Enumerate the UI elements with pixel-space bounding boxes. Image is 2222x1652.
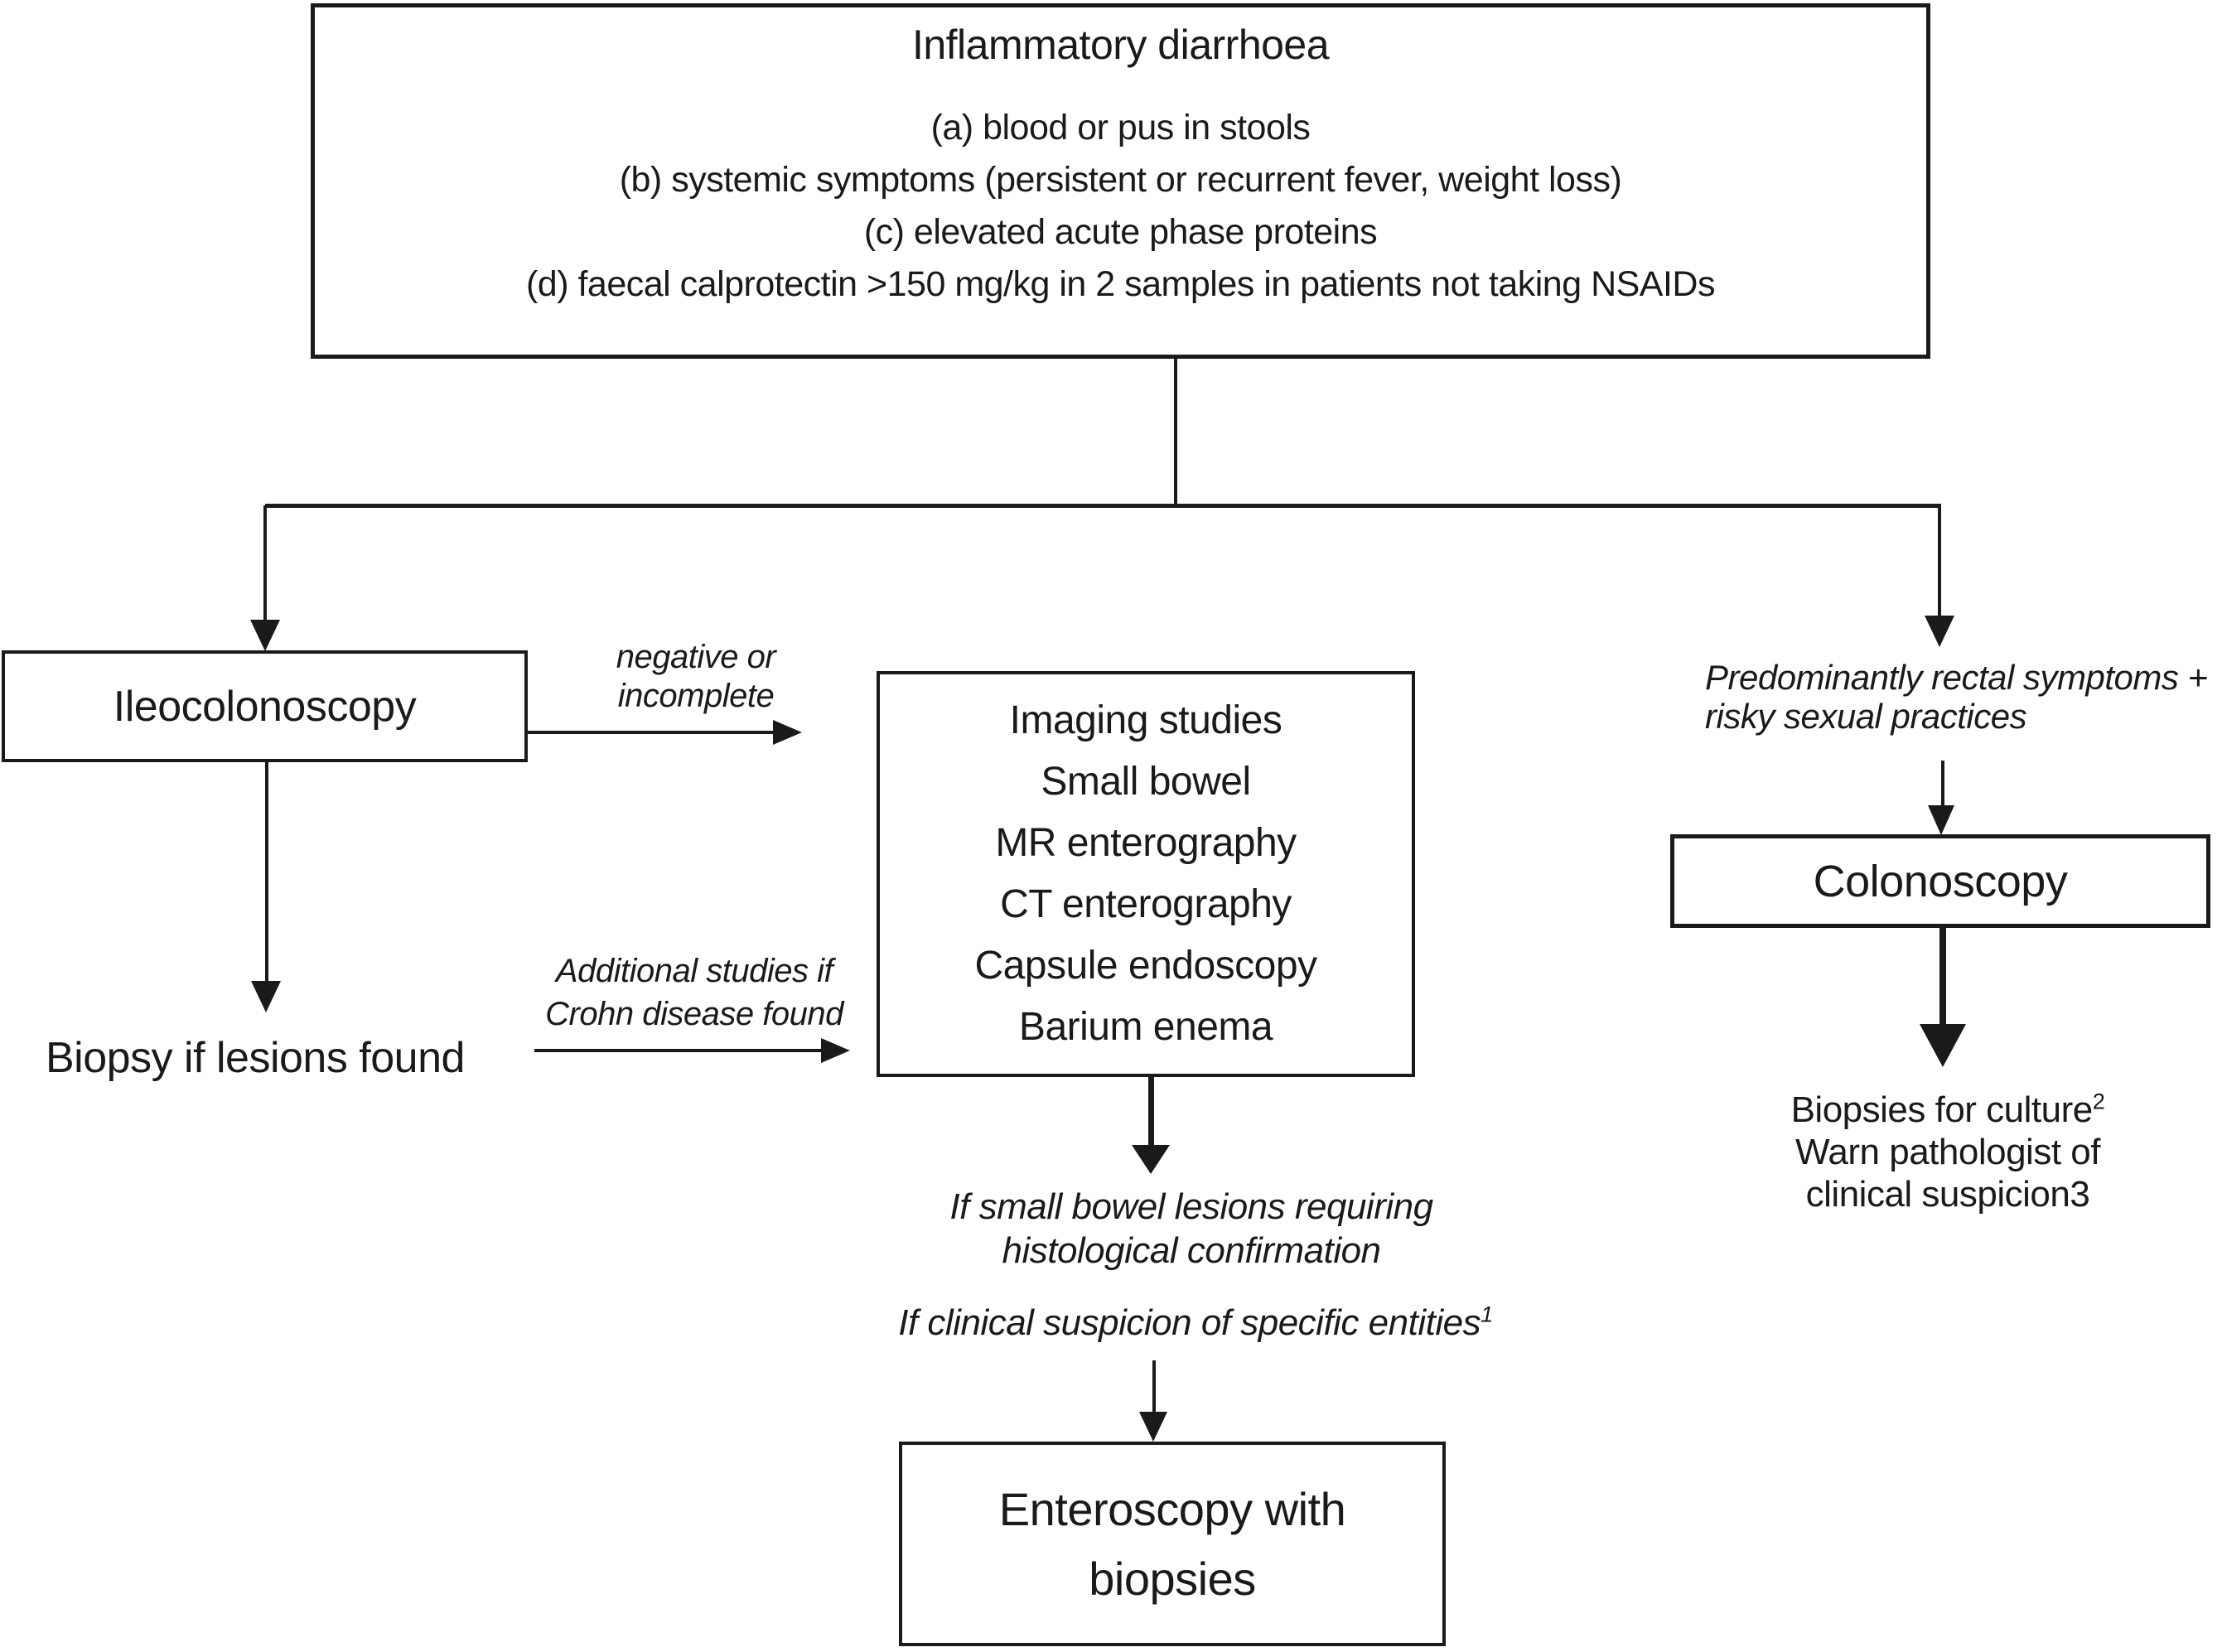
outcome-line: clinical suspicion3: [1805, 1174, 2090, 1215]
page-title: Inflammatory diarrhoea: [911, 22, 1330, 68]
colonoscopy-box: [1670, 834, 2210, 928]
criteria-list: [526, 102, 1715, 311]
additional-studies-note: [507, 949, 882, 1036]
outcome-line: [1703, 1089, 2193, 1131]
enteroscopy-box: [899, 1442, 1446, 1646]
imaging-box-lines: [974, 690, 1316, 1058]
outcome-line1-text: Biopsies for culture: [1790, 1089, 2093, 1130]
ileo-to-imaging-arrowhead-icon: [773, 720, 802, 745]
connector-to-colonoscopy: [1941, 761, 1944, 807]
connector-to-enteroscopy: [1152, 1360, 1156, 1413]
connector-imaging-down: [1148, 1077, 1154, 1147]
small-bowel-note-line: If small bowel lesions requiring: [949, 1186, 1433, 1227]
connector-branch-horizontal: [265, 504, 1941, 508]
negative-note-line: incomplete: [617, 678, 775, 714]
connector-ileo-to-biopsy: [265, 762, 268, 983]
colonoscopy-label: Colonoscopy: [1813, 856, 2068, 906]
imaging-down-arrowhead-icon: [1132, 1145, 1170, 1174]
enteroscopy-box-line: biopsies: [1089, 1552, 1256, 1605]
connector-stem: [1174, 359, 1177, 505]
enteroscopy-box-lines: [999, 1475, 1345, 1614]
criterion-d: (d) faecal calprotectin >150 mg/kg in 2 samples in patients not taking NSAIDs: [525, 264, 1715, 304]
outcome-line1-superscript: 2: [2092, 1088, 2105, 1114]
clinical-note-superscript: 1: [1481, 1301, 1493, 1327]
negative-incomplete-note: [547, 638, 845, 716]
rectal-symptoms-note: [1705, 658, 2222, 736]
ileo-to-biopsy-arrowhead-icon: [251, 981, 281, 1012]
connector-colonoscopy-down: [1939, 928, 1946, 1026]
clinical-note-text: If clinical suspicion of specific entities: [898, 1302, 1481, 1343]
colonoscopy-arrowhead-icon: [1928, 805, 1954, 835]
imaging-box-line: Imaging studies: [1009, 698, 1282, 742]
enteroscopy-box-line: Enteroscopy with: [998, 1482, 1346, 1535]
left-branch-arrowhead-icon: [250, 620, 280, 651]
criterion-a: (a) blood or pus in stools: [930, 108, 1311, 147]
imaging-box-line: Barium enema: [1018, 1005, 1273, 1049]
negative-note-line: negative or: [616, 639, 776, 675]
imaging-box-line: CT enterography: [1000, 882, 1292, 926]
enteroscopy-arrowhead-icon: [1139, 1412, 1167, 1442]
imaging-studies-box: [877, 671, 1415, 1077]
criterion-c: (c) elevated acute phase proteins: [863, 212, 1378, 252]
additional-note-line: Crohn disease found: [545, 996, 843, 1032]
rectal-note-line: risky sexual practices: [1705, 697, 2027, 736]
biopsy-to-imaging-arrowhead-icon: [821, 1038, 850, 1063]
imaging-box-line: Capsule endoscopy: [974, 944, 1317, 988]
additional-note-line: Additional studies if: [555, 953, 833, 989]
ileocolonoscopy-label: Ileocolonoscopy: [113, 682, 417, 731]
outcome-line: Warn pathologist of: [1795, 1132, 2100, 1172]
imaging-box-line: MR enterography: [995, 821, 1297, 865]
right-branch-arrowhead-icon: [1925, 616, 1954, 647]
connector-ileo-to-imaging: [528, 731, 773, 734]
small-bowel-note-line: histological confirmation: [1002, 1230, 1381, 1271]
connector-biopsy-to-imaging: [534, 1049, 821, 1052]
rectal-note-line: Predominantly rectal symptoms +: [1705, 658, 2208, 697]
connector-left-branch: [263, 505, 267, 621]
imaging-box-line: Small bowel: [1041, 760, 1251, 804]
criterion-b: (b) systemic symptoms (persistent or recurrent fever, weight loss): [619, 160, 1622, 200]
ileocolonoscopy-box: [2, 650, 528, 762]
clinical-suspicion-note: [860, 1302, 1531, 1344]
inflammatory-diarrhoea-box: [311, 3, 1930, 359]
small-bowel-lesions-note: [943, 1185, 1440, 1273]
colonoscopy-outcome-note: [1703, 1089, 2193, 1215]
connector-right-branch: [1938, 505, 1941, 617]
biopsy-if-lesions-label: Biopsy if lesions found: [46, 1034, 465, 1082]
colonoscopy-down-arrowhead-icon: [1920, 1024, 1966, 1067]
